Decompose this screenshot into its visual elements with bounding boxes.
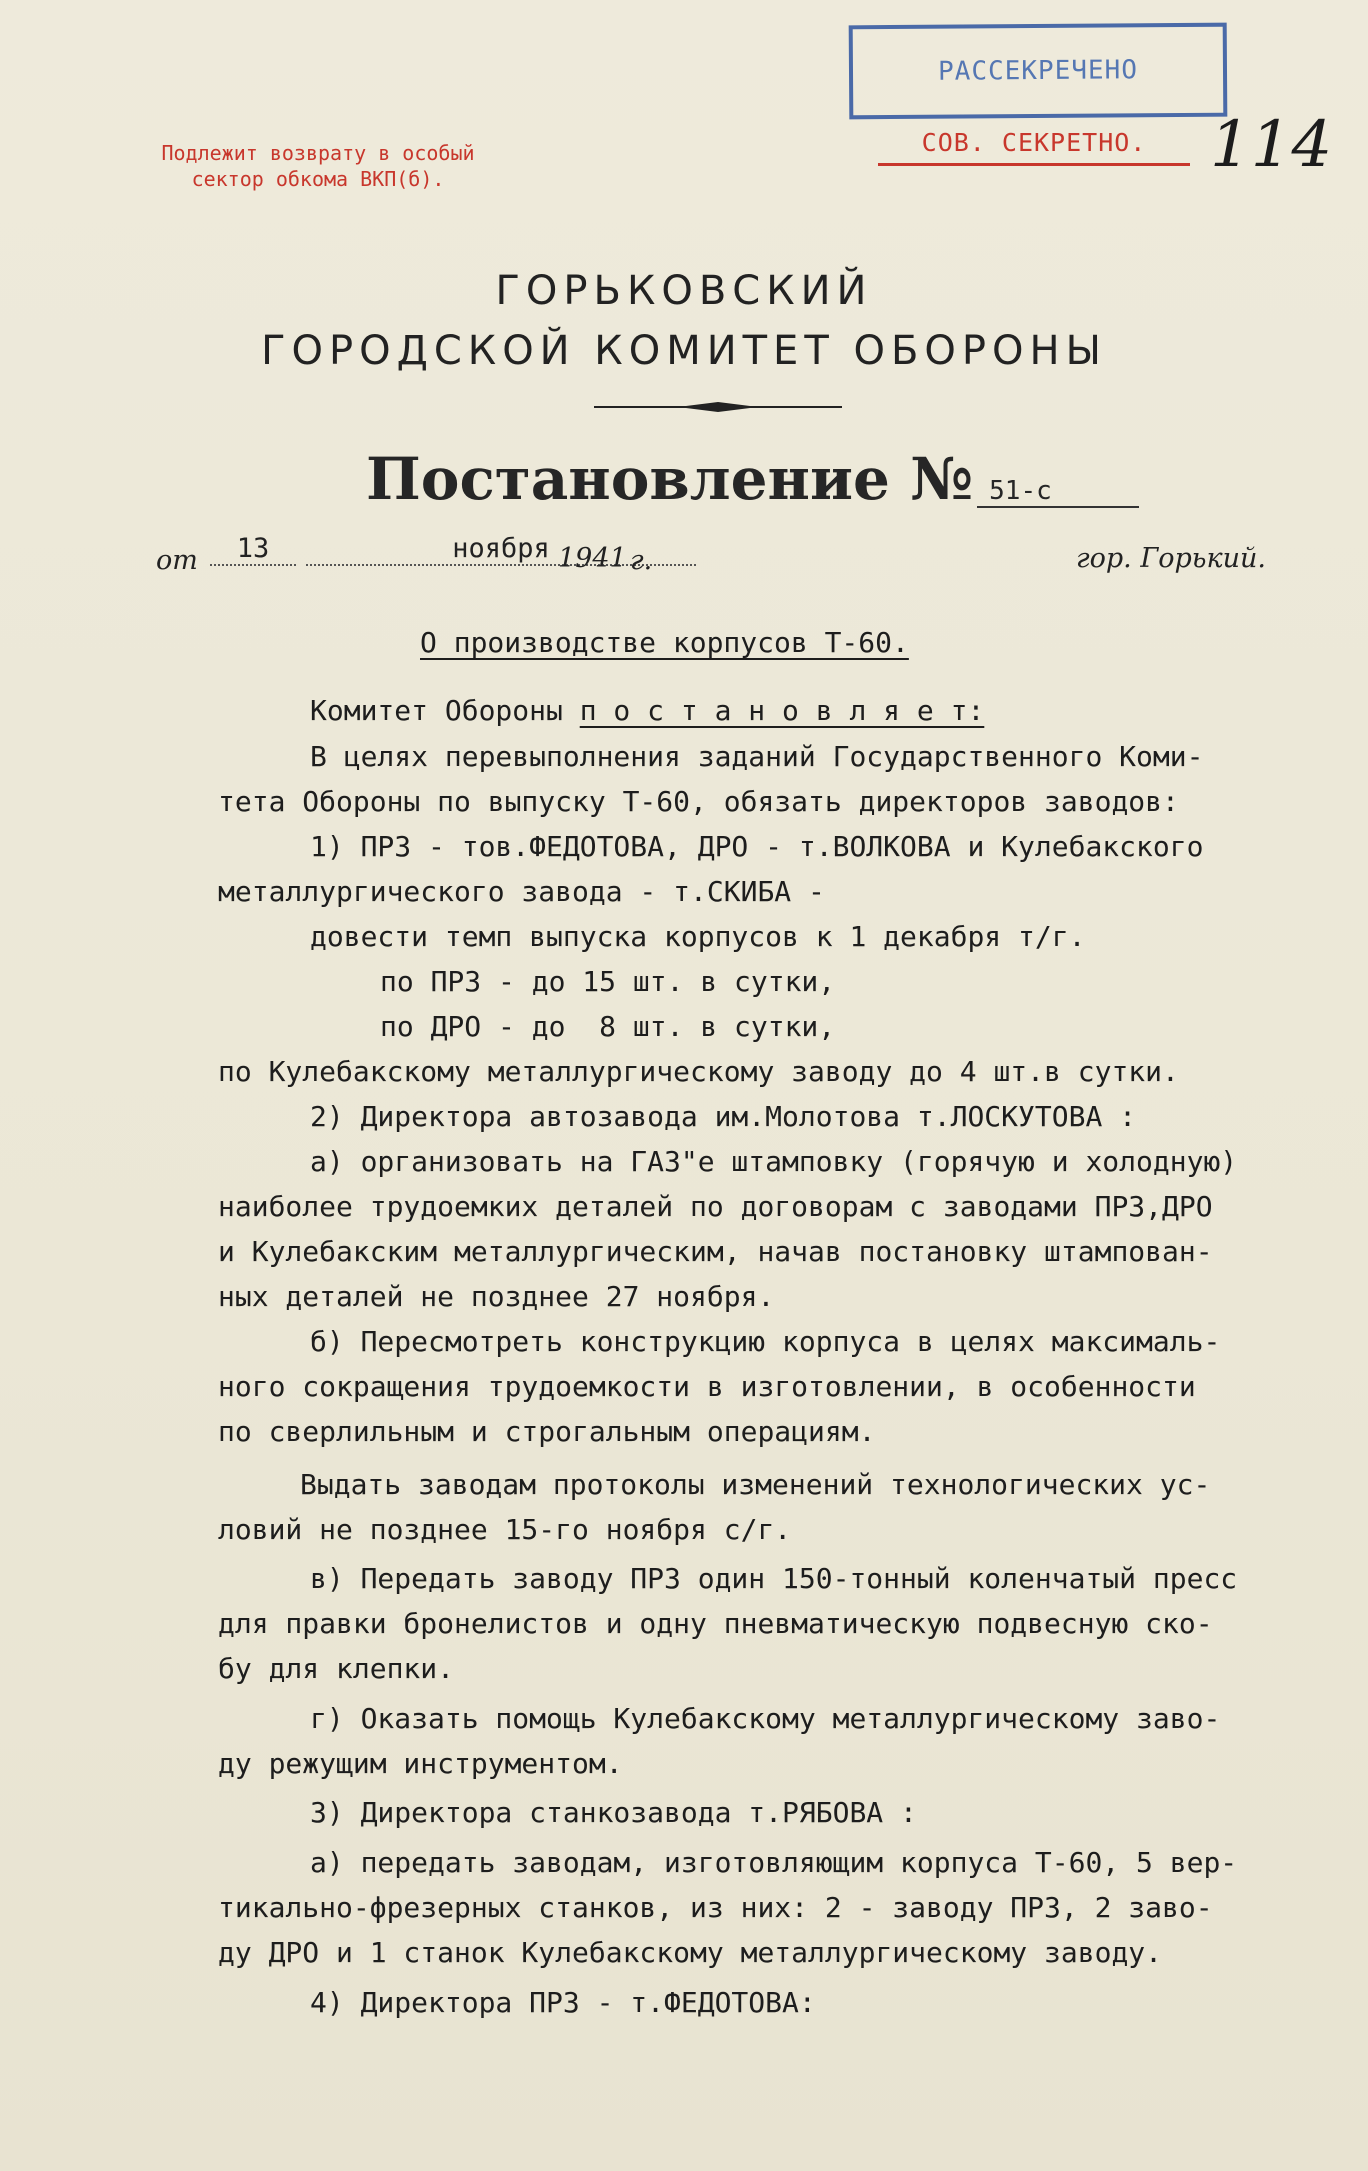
body-line-17: Выдать заводам протоколы изменений технологических ус- (300, 1468, 1211, 1501)
body-line-12: и Кулебакским металлургическим, начав постановку штампован- (218, 1235, 1213, 1268)
return-note-line2: сектор обкома ВКП(б). (191, 167, 445, 191)
body-line-19: в) Передать заводу ПРЗ один 150-тонный коленчатый пресс (310, 1562, 1238, 1595)
header-city: ГОРЬКОВСКИЙ (495, 268, 873, 314)
body-line-28: 4) Директора ПРЗ - т.ФЕДОТОВА: (310, 1986, 816, 2019)
body-line-2: тета Обороны по выпуску Т-60, обязать директоров заводов: (218, 785, 1179, 818)
body-line-27: ду ДРО и 1 станок Кулебакскому металлургическому заводу. (218, 1936, 1163, 1969)
declassified-stamp-text: РАССЕКРЕЧЕНО (937, 55, 1139, 87)
body-line-25: а) передать заводам, изготовляющим корпуса Т-60, 5 вер- (310, 1846, 1238, 1879)
body-line-1: В целях перевыполнения заданий Государственного Коми- (310, 740, 1204, 773)
body-line-22: г) Оказать помощь Кулебакскому металлургическому заво- (310, 1702, 1221, 1735)
return-note (118, 140, 518, 192)
classification-mark: СОВ. СЕКРЕТНО. (878, 128, 1190, 166)
body-line-7: по ДРО - до 8 шт. в сутки, (380, 1010, 836, 1043)
date-year: 1941 (558, 543, 627, 574)
body-line-26: тикально-фрезерных станков, из них: 2 - заводу ПРЗ, 2 заво- (218, 1891, 1213, 1924)
declassified-stamp (849, 23, 1228, 120)
date-prefix: от (156, 545, 198, 576)
body-line-9: 2) Директора автозавода им.Молотова т.ЛОСКУТОВА : (310, 1100, 1137, 1133)
body-line-21: бу для клепки. (218, 1652, 455, 1685)
body-line-15: ного сокращения трудоемкости в изготовлении, в особенности (218, 1370, 1196, 1403)
body-line-11: наиболее трудоемких деталей по договорам с заводами ПРЗ,ДРО (218, 1190, 1213, 1223)
city: гор. Горький. (1076, 543, 1266, 574)
body-line-6: по ПРЗ - до 15 шт. в сутки, (380, 965, 836, 998)
date-line (150, 533, 1270, 583)
body-line-20: для правки бронелистов и одну пневматическую подвесную ско- (218, 1607, 1213, 1640)
body-line-3: 1) ПРЗ - тов.ФЕДОТОВА, ДРО - т.ВОЛКОВА и Кулебакского (310, 830, 1204, 863)
committee-label: Комитет Обороны (310, 694, 580, 727)
header-divider (594, 400, 842, 414)
body-line-23: ду режущим инструментом. (218, 1747, 623, 1780)
body-line-14: б) Пересмотреть конструкцию корпуса в целях максималь- (310, 1325, 1221, 1358)
body-line-24: 3) Директора станкозавода т.РЯБОВА : (310, 1796, 917, 1829)
body-line-8: по Кулебакскому металлургическому заводу до 4 шт.в сутки. (218, 1055, 1179, 1088)
resolution-line (310, 694, 984, 727)
body-line-10: а) организовать на ГАЗ"е штамповку (горячую и холодную) (310, 1145, 1238, 1178)
return-note-line1: Подлежит возврату в особый (161, 141, 475, 165)
date-month: ноября (306, 533, 696, 566)
resolves-label: п о с т а н о в л я е т: (579, 694, 985, 727)
body-line-13: ных деталей не позднее 27 ноября. (218, 1280, 775, 1313)
decree-title (366, 445, 1139, 513)
body-line-4: металлургического завода - т.СКИБА - (218, 875, 825, 908)
body-line-18: ловий не позднее 15-го ноября с/г. (218, 1513, 792, 1546)
body-line-5: довести темп выпуска корпусов к 1 декабря т/г. (310, 920, 1086, 953)
decree-number: 51-с (977, 476, 1139, 508)
decree-label: Постановление № (366, 445, 974, 513)
archive-number: 114 (1210, 108, 1333, 182)
date-day: 13 (210, 533, 296, 566)
date-year-suffix: г. (630, 545, 653, 576)
body-line-16: по сверлильным и строгальным операциям. (218, 1415, 876, 1448)
subject-title: О производстве корпусов Т-60. (420, 626, 909, 659)
header-committee: ГОРОДСКОЙ КОМИТЕТ ОБОРОНЫ (261, 328, 1107, 374)
